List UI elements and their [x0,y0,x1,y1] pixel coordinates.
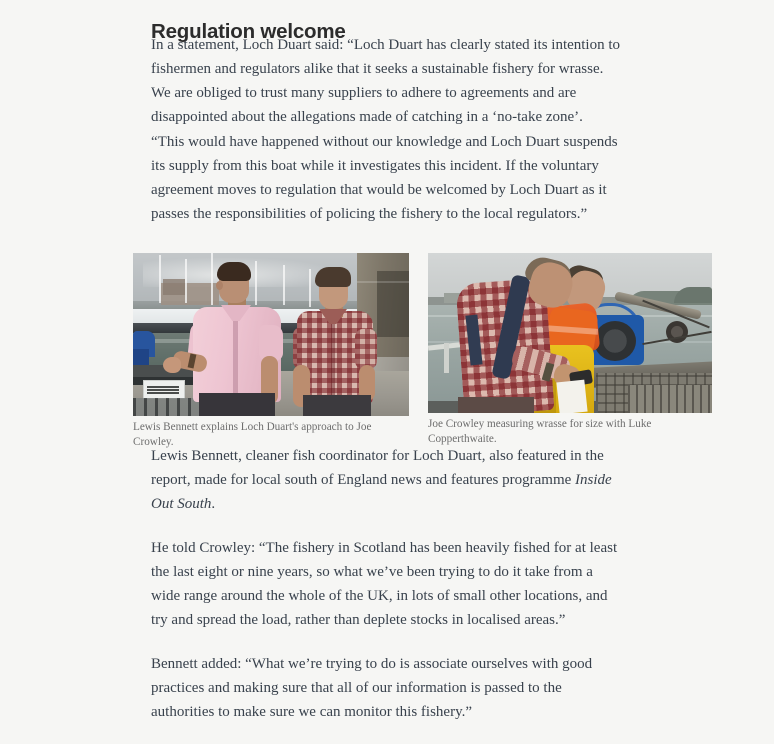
marina-interview-photo [133,253,409,416]
sailboat-mast-icon [185,259,187,303]
paragraph-told-crowley: He told Crowley: “The fishery in Scotland has been heavily fished for at least the last eight or nine years, so what we’ve been trying to do it take from a wide range around the whole of the UK, in lots of small other locations, and try and spread the load, rather than deplete stocks in localised areas.” [151,540,618,628]
person-left-hand [163,357,181,373]
sailboat-mast-icon [283,265,285,305]
headland-far [674,287,712,303]
paragraph-lewis-bennett-role [151,444,621,516]
programme-title: Inside Out South [151,472,612,512]
shirt-placket [233,313,238,401]
figure-marina-interview [133,253,409,450]
second-paragraph-block [151,130,621,244]
person-left-trousers [199,393,275,416]
boat-rail-post [444,343,449,373]
figure-wrasse-measuring [428,253,712,447]
sailboat-mast-icon [211,253,213,305]
person-right-hair [315,267,351,287]
person-left-ear [216,281,223,290]
shirt-placket [331,317,335,403]
paragraph-bennett-added: Bennett added: “What we’re trying to do is associate ourselves with good practices and making sure that all of our information is passed to the authorities to make sure we can monitor this fishery.” [151,656,593,720]
harbour-building-upper [163,279,185,295]
person-right-right-arm [355,329,377,369]
paragraph-statement: In a statement, Loch Duart said: “Loch Duart has clearly stated its intention to fishermen and regulators alike that it seeks a sustainable fishery for wrasse. We are obliged to trust many suppliers to adhere to agreements and are disappointed about the allegations made of catching in a ‘no-take zone’. [151,37,621,125]
lower-paragraph-block [151,444,621,744]
sailboat-mast-icon [159,255,161,303]
figure-caption: Joe Crowley measuring wrasse for size with Luke Copperthwaite. [428,418,652,445]
person-front-trousers [458,397,534,413]
fish-cage-mesh-lower [628,385,712,413]
wrasse-measuring-photo [428,253,712,413]
dock-sign [143,380,185,399]
page-title: Regulation welcome [151,20,346,43]
measuring-board [556,380,587,413]
person-left-hair [217,262,251,281]
sailboat-mast-icon [309,269,311,307]
person-right-trousers [303,395,371,416]
paragraph-voluntary-agreement: “This would have happened without our knowledge and Loch Duart suspends its supply from this boat while it investigates this incident. If the voluntary agreement moves to regulation that would be welcomed by Loch Duart as it passes the responsibilities of policing the fishery to the local regulators.” [151,134,618,222]
winch-drum [594,321,636,361]
wall-seam [357,281,409,283]
sailboat-mast-icon [255,261,257,305]
paragraph-text-before-title: Lewis Bennett, cleaner fish coordinator for Loch Duart, also featured in the report, made for local south of England news and features programme [151,448,604,488]
dock-sign-text [147,386,179,388]
figure-caption: Lewis Bennett explains Loch Duart's approach to Joe Crowley. [133,421,372,448]
paragraph-text-after-title: . [211,496,216,512]
